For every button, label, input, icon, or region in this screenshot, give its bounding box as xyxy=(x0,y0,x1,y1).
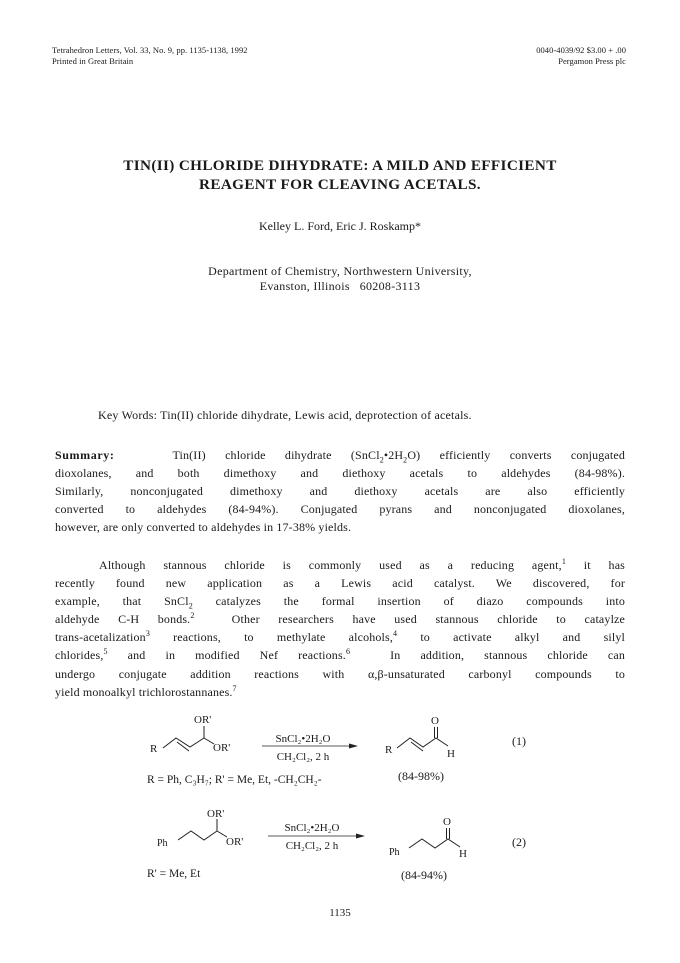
printed-line: Printed in Great Britain xyxy=(52,56,134,66)
equation-1-number: (1) xyxy=(512,734,526,748)
body-line: recently found new application as a Lewis acid catalyst. We discovered, for xyxy=(55,576,625,591)
summary-line: however, are only converted to aldehydes in 17-38% yields. xyxy=(55,520,352,535)
scheme-1-reagent: SnCl₂•2H₂O xyxy=(275,733,331,745)
product-1-skeleton xyxy=(397,738,448,748)
scheme-1-definition: R = Ph, C₃H₇; R' = Me, Et, -CH₂CH₂- xyxy=(147,774,322,786)
keywords: Key Words: Tin(II) chloride dihydrate, Lewis acid, deprotection of acetals. xyxy=(98,408,472,422)
summary-label: Summary: xyxy=(55,448,115,462)
product-2-skeleton xyxy=(409,839,460,848)
authors: Kelley L. Ford, Eric J. Roskamp* xyxy=(259,219,421,233)
product-1-o: O xyxy=(431,715,439,727)
product-2-h: H xyxy=(459,848,467,860)
product-1-r: R xyxy=(385,744,393,756)
product-1-yield: (84-98%) xyxy=(398,769,444,783)
scheme-1 xyxy=(147,714,526,786)
reactant-2-or-top: OR' xyxy=(207,808,225,820)
body-line: undergo conjugate addition reactions with α,β-unsaturated carbonyl compounds to xyxy=(55,666,625,681)
title-line-1: TIN(II) CHLORIDE DIHYDRATE: A MILD AND EFFICIENT xyxy=(123,157,557,174)
scheme-1-conditions: CH₂Cl₂, 2 h xyxy=(276,751,330,763)
page-number: 1135 xyxy=(329,907,351,919)
product-2-o: O xyxy=(443,816,451,828)
reactant-2-ph: Ph xyxy=(157,838,168,849)
issn-line: 0040-4039/92 $3.00 + .00 xyxy=(536,45,626,55)
body-paragraph: Although stannous chloride is commonly used as a reducing agent,$^1$ it has recently found new application as a Lewis acid catalyst. We discovered, for example, that SnCl$_2$ catalyzes the formal insertion of diazo compounds into aldehyde C-H bonds.$^2$ Other researchers have used stannous chloride to cataylze trans-acetalization$^3$ reactions, to methylate alcohols,$^4$ to activate alkyl and silyl chlorides,$^5$ and in modified Nef reactions.$^6$ In addition, stannous chloride can undergo conjugate addition reactions with α,β-unsaturated carbonyl compounds to yield monoalkyl trichlorostannanes.$^7$ xyxy=(55,557,626,699)
scheme-2-reagent: SnCl₂•2H₂O xyxy=(284,822,340,834)
reactant-2-or-right: OR' xyxy=(226,836,244,848)
reactant-1-double-bond xyxy=(177,742,189,751)
reactant-2-skeleton xyxy=(178,831,217,840)
publisher-line: Pergamon Press plc xyxy=(558,56,626,66)
scheme-2-arrowhead xyxy=(356,834,365,839)
product-1-h: H xyxy=(447,748,455,760)
affiliation-line-2: Evanston, Illinois 60208-3113 xyxy=(259,279,421,293)
product-2-yield: (84-94%) xyxy=(401,868,447,882)
summary-line: Similarly, nonconjugated dimethoxy and diethoxy acetals are also efficiently xyxy=(55,484,625,499)
citation-line: Tetrahedron Letters, Vol. 33, No. 9, pp. 1135-1138, 1992 xyxy=(52,45,248,55)
scheme-2 xyxy=(147,808,526,882)
summary-paragraph: Summary: Tin(II) chloride dihydrate $(SnCl_2•2H_2O)$ efficiently converts conjugated dioxolanes, and both dimethoxy and diethoxy acetals to aldehydes (84-98%). Similarly, nonconjugated dimethoxy and diethoxy acetals are also efficiently converted to aldehydes (84-94%). Conjugated pyrans and nonconjugated dioxolanes, however, are only converted to aldehydes in 17-38% yields. xyxy=(55,446,625,536)
summary-line: converted to aldehydes (84-94%). Conjugated pyrans and nonconjugated dioxolanes, xyxy=(55,502,625,517)
scheme-2-definition: R' = Me, Et xyxy=(147,868,201,880)
reactant-1-or-right: OR' xyxy=(213,742,231,754)
scheme-2-conditions: CH₂Cl₂, 2 h xyxy=(285,840,339,852)
summary-line: dioxolanes, and both dimethoxy and diethoxy acetals to aldehydes (84-98%). xyxy=(55,466,625,481)
product-2-ph: Ph xyxy=(389,847,400,858)
affiliation-line-1: Department of Chemistry, Northwestern University, xyxy=(208,264,472,278)
equation-2-number: (2) xyxy=(512,835,526,849)
title-line-2: REAGENT FOR CLEAVING ACETALS. xyxy=(199,176,481,193)
reactant-1-or-top: OR' xyxy=(194,714,212,726)
reactant-1-r: R xyxy=(150,743,158,755)
scheme-1-arrowhead xyxy=(349,744,358,749)
